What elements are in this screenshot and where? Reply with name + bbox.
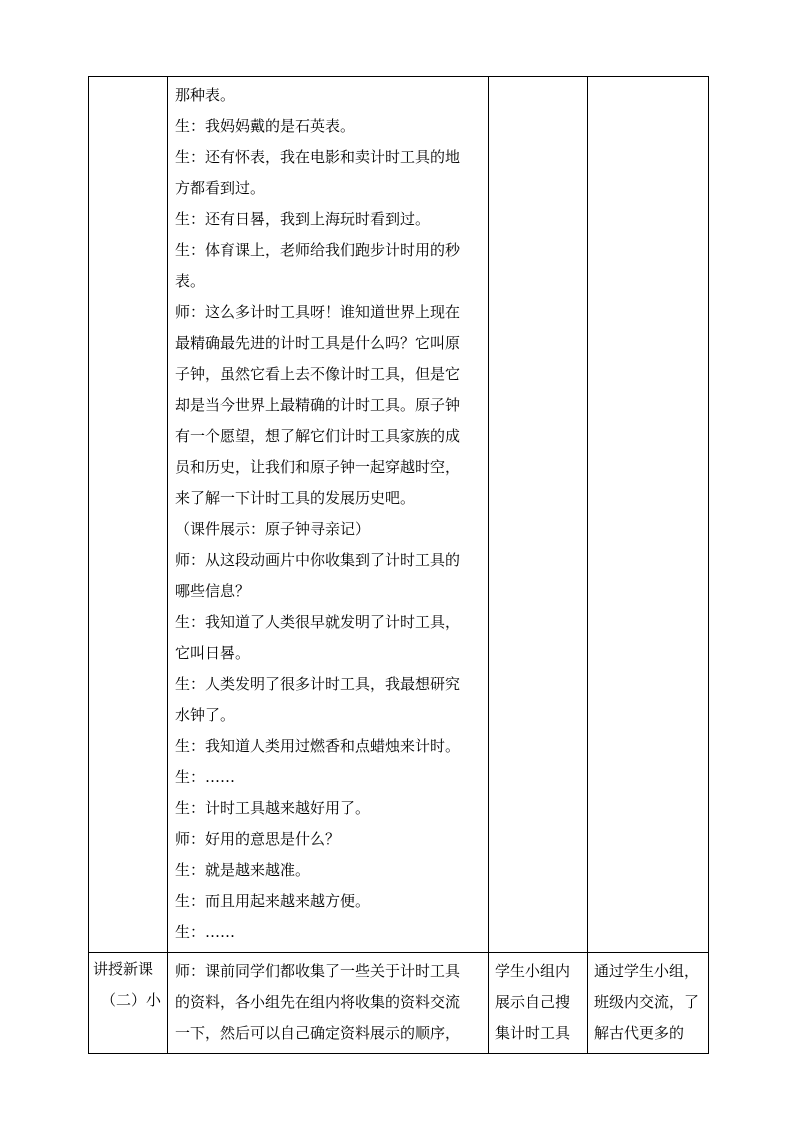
student-activity-line: 展示自己搜	[495, 993, 571, 1011]
activity-text-line: 生：人类发明了很多计时工具，我最想研究	[175, 675, 461, 693]
activity-text-line: 那种表。	[175, 86, 236, 104]
teacher-student-activity-cell	[168, 77, 489, 953]
section-label-line: （二）小	[101, 991, 162, 1009]
section-cell	[89, 953, 168, 1054]
table-row	[89, 953, 709, 1054]
activity-text-line: 生：还有怀表，我在电影和卖计时工具的地	[175, 148, 461, 166]
activity-text-line: 生：而且用起来越来越方便。	[175, 892, 371, 910]
student-activity-cell	[489, 77, 588, 953]
section-label-line: 讲授新课	[93, 960, 154, 978]
activity-text-line: 它叫日晷。	[175, 644, 251, 662]
design-intent-cell	[588, 953, 709, 1054]
student-activity-line: 学生小组内	[495, 962, 571, 980]
activity-text-line: 生：就是越来越准。	[175, 861, 311, 879]
activity-text-line: 员和历史，让我们和原子钟一起穿越时空，	[175, 458, 461, 476]
activity-text-line: 哪些信息？	[175, 582, 251, 600]
activity-text-line: 表。	[175, 272, 206, 290]
teacher-student-activity-cell	[168, 953, 489, 1054]
table-row	[89, 77, 709, 953]
activity-text-line: 的资料，各小组先在组内将收集的资料交流	[175, 993, 461, 1011]
activity-text-line: 师：这么多计时工具呀！谁知道世界上现在	[175, 303, 461, 321]
activity-text-line: 子钟，虽然它看上去不像计时工具，但是它	[175, 365, 461, 383]
activity-text-line: 生：计时工具越来越好用了。	[175, 799, 371, 817]
activity-text-line: 生：……	[175, 923, 236, 941]
activity-text-line: 生：体育课上，老师给我们跑步计时用的秒	[175, 241, 461, 259]
activity-text-line: 方都看到过。	[175, 179, 266, 197]
section-cell	[89, 77, 168, 953]
student-activity-line: 集计时工具	[495, 1024, 571, 1042]
activity-text-line: 一下，然后可以自己确定资料展示的顺序，	[175, 1024, 461, 1042]
activity-text-line: 却是当今世界上最精确的计时工具。原子钟	[175, 396, 461, 414]
activity-text-line: 生：我妈妈戴的是石英表。	[175, 117, 356, 135]
activity-text-line: 师：从这段动画片中你收集到了计时工具的	[175, 551, 461, 569]
activity-text-line: 来了解一下计时工具的发展历史吧。	[175, 489, 416, 507]
design-intent-cell	[588, 77, 709, 953]
design-intent-line: 通过学生小组，	[594, 962, 700, 980]
activity-text-line: 师：课前同学们都收集了一些关于计时工具	[175, 962, 461, 980]
lesson-plan-table	[88, 76, 709, 1054]
activity-text-line: 生：我知道了人类很早就发明了计时工具，	[175, 613, 461, 631]
design-intent-line: 解古代更多的	[594, 1024, 685, 1042]
activity-text-line: 水钟了。	[175, 706, 236, 724]
activity-text-line: 有一个愿望，想了解它们计时工具家族的成	[175, 427, 461, 445]
activity-text-line: 生：还有日晷，我到上海玩时看到过。	[175, 210, 431, 228]
activity-text-line: 师：好用的意思是什么？	[175, 830, 341, 848]
activity-text-line: 最精确最先进的计时工具是什么吗？它叫原	[175, 334, 461, 352]
activity-text-line: 生：我知道人类用过燃香和点蜡烛来计时。	[175, 737, 461, 755]
student-activity-cell	[489, 953, 588, 1054]
activity-text-line: （课件展示：原子钟寻亲记）	[175, 520, 371, 538]
activity-text-line: 生：……	[175, 768, 236, 786]
design-intent-line: 班级内交流，了	[594, 993, 700, 1011]
